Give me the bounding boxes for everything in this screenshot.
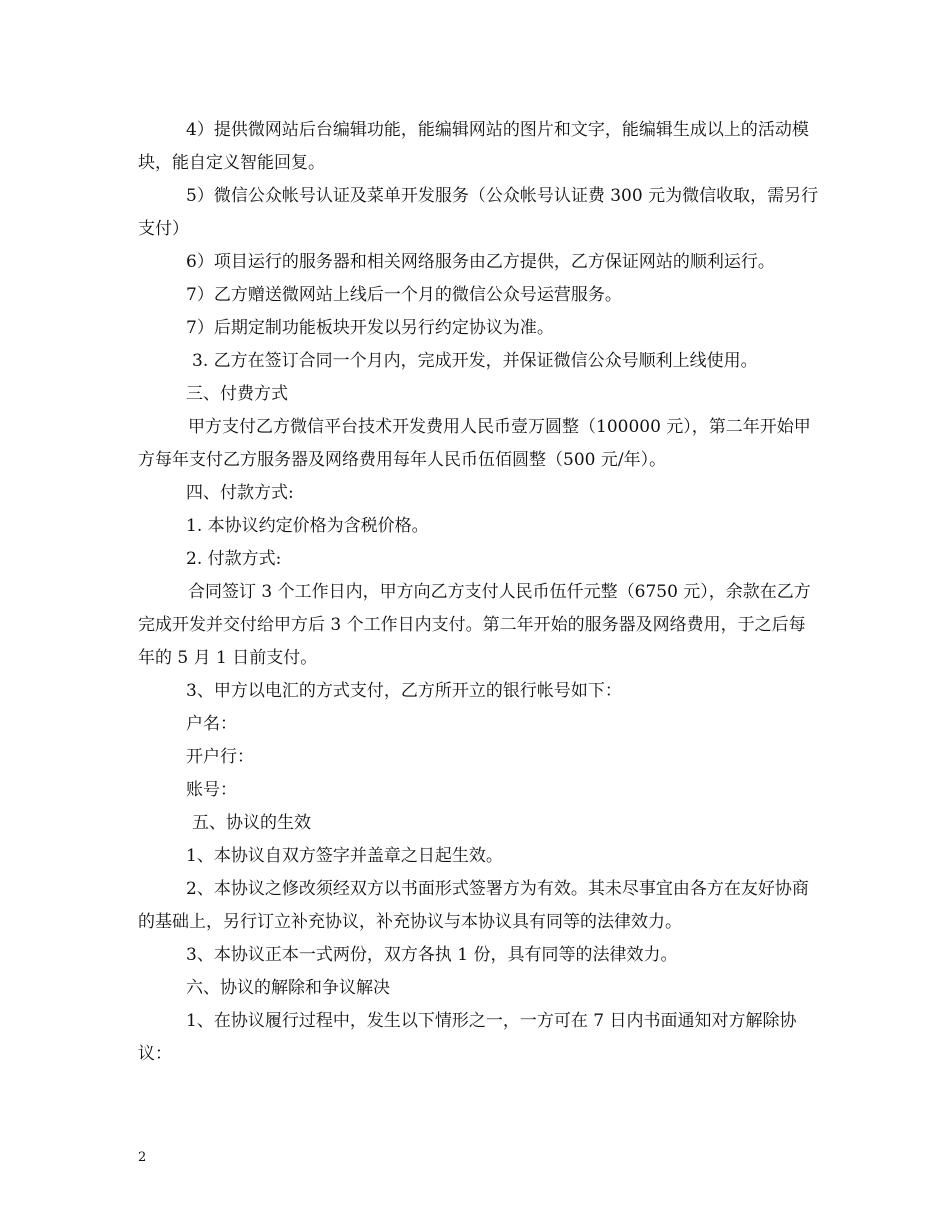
- paragraph-item-7b: 7）后期定制功能板块开发以另行约定协议为准。: [186, 318, 554, 338]
- section-heading-payment-terms: 四、付款方式:: [186, 483, 294, 503]
- paragraph-fee-description: 甲方支付乙方微信平台技术开发费用人民币壹万圆整（100000 元），第二年开始甲方每年支付乙方服务器及网络费用每年人民币伍佰圆整（500 元/年）。: [138, 417, 811, 470]
- section-heading-effectiveness: 五、协议的生效: [192, 813, 311, 833]
- paragraph-amendments: 2、本协议之修改须经双方以书面形式签署方为有效。其未尽事宜由各方在友好协商的基础上，另行订立补充协议，补充协议与本协议具有同等的法律效力。: [138, 879, 809, 932]
- paragraph-item-7a: 7）乙方赠送微网站上线后一个月的微信公众号运营服务。: [186, 285, 622, 305]
- paragraph-effective-date: 1、本协议自双方签字并盖章之日起生效。: [186, 846, 503, 866]
- paragraph-item-6: 6）项目运行的服务器和相关网络服务由乙方提供，乙方保证网站的顺利运行。: [186, 252, 775, 272]
- paragraph-copies: 3、本协议正本一式两份，双方各执 1 份，具有同等的法律效力。: [186, 945, 678, 965]
- paragraph-price-tax: 1. 本协议约定价格为含税价格。: [186, 516, 429, 536]
- field-account-number: 账号：: [186, 780, 237, 800]
- paragraph-item-5: 5）微信公众帐号认证及菜单开发服务（公众帐号认证费 300 元为微信收取，需另行支付）: [138, 186, 819, 239]
- document-body: [138, 114, 820, 1071]
- field-bank-name: 开户行：: [186, 747, 254, 767]
- paragraph-item-4: 4）提供微网站后台编辑功能，能编辑网站的图片和文字，能编辑生成以上的活动模块，能自定义智能回复。: [138, 120, 809, 173]
- paragraph-payment-schedule: 合同签订 3 个工作日内，甲方向乙方支付人民币伍仟元整（6750 元），余款在乙方完成开发并交付给甲方后 3 个工作日内支付。第二年开始的服务器及网络费用，于之后每年的 5 月 1 日前支付。: [138, 582, 811, 668]
- field-account-name: 户名：: [186, 714, 237, 734]
- section-heading-payment-method: 三、付费方式: [186, 384, 288, 404]
- paragraph-bank-transfer: 3、甲方以电汇的方式支付，乙方所开立的银行帐号如下：: [186, 681, 622, 701]
- page-number: 2: [138, 1150, 147, 1165]
- paragraph-payment-mode: 2. 付款方式:: [186, 549, 282, 569]
- paragraph-clause-3: 3. 乙方在签订合同一个月内，完成开发，并保证微信公众号顺利上线使用。: [192, 351, 758, 371]
- paragraph-termination-conditions: 1、在协议履行过程中，发生以下情形之一，一方可在 7 日内书面通知对方解除协议：: [138, 1011, 797, 1064]
- section-heading-termination: 六、协议的解除和争议解决: [186, 978, 390, 998]
